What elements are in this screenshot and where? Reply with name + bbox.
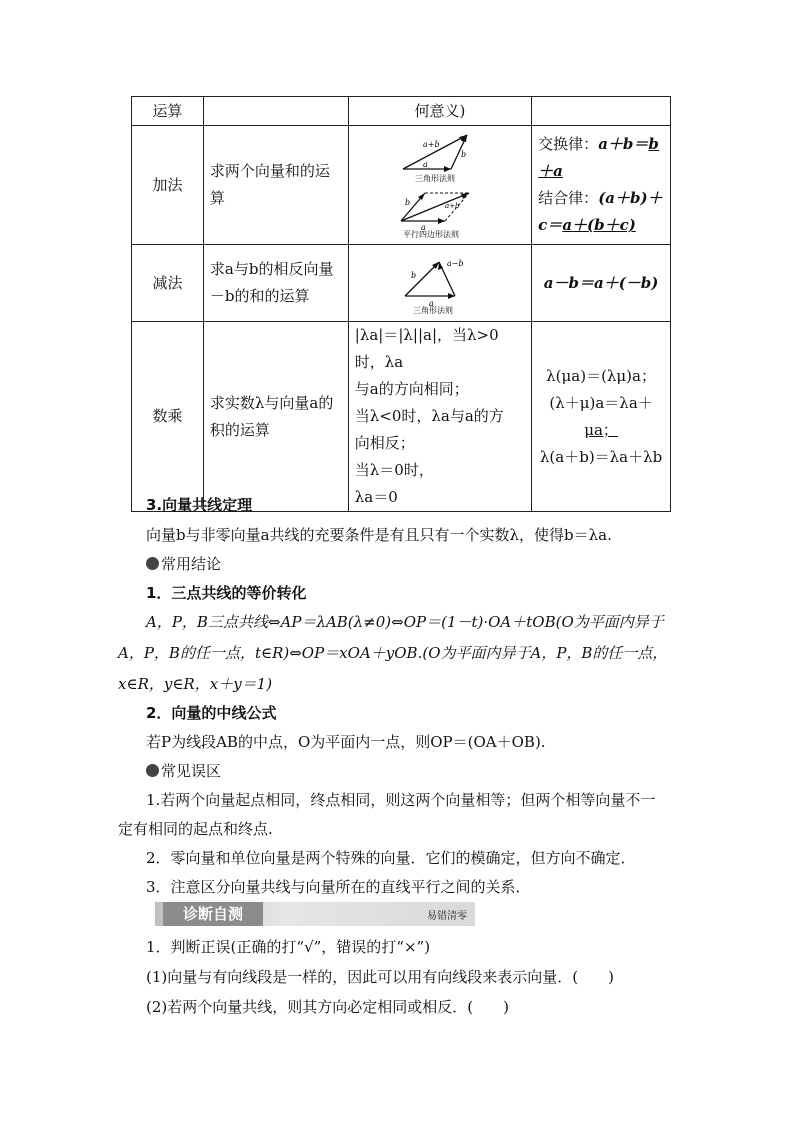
scalar-meaning [348,322,531,512]
banner-subtitle: 易错清零 [427,911,467,922]
subtraction-figure [348,245,531,322]
commutative-expr: a＋b＝ [598,135,649,153]
mistake3: 3．注意区分向量共线与向量所在的直线平行之间的关系． [146,878,531,896]
common-mistakes-heading [146,760,716,781]
diagnostic-banner [155,902,475,926]
conclusion1-line1: A，P，B三点共线⇔AP＝λAB(λ≠0)⇔OP＝(1－t)·OA＋tOB(O为平面内异于 [146,613,664,631]
question1: 1．判断正误(正确的打“√”，错误的打“×”) [146,938,431,956]
parallelogram-rule-diagram [395,183,485,239]
triangle-rule-diagram [395,131,485,183]
table-header-row [132,97,671,126]
subtraction-triangle-diagram [395,252,485,314]
svg-text:a: a [428,299,434,308]
table-row-scalar-multiplication [132,322,671,512]
section3-title: 3.向量共线定理 [146,496,253,514]
label-a-plus-b: a+b [422,140,440,149]
svg-text:a: a [420,223,426,232]
mistake2: 2．零向量和单位向量是两个特殊的向量．它们的模确定，但方向不确定． [146,849,636,867]
conclusion1-line3: x∈R，y∈R，x＋y＝1) [118,675,273,693]
meaning-line: 向相反； [354,434,415,452]
svg-text:a−b: a−b [446,259,464,268]
header-laws [532,97,671,126]
mistake1-line2: 定有相同的起点和终点. [118,820,273,838]
scalar-law: λ(a＋b)＝λa＋λb [539,447,663,466]
scalar-definition: 求实数λ与向量a的积的运算 [203,322,348,512]
scalar-label: 数乘 [132,322,204,512]
table-row-subtraction [132,245,671,322]
scalar-law: (λ＋μ)a＝λa＋ [549,393,653,412]
header-operation: 运算 [132,97,204,126]
banner-tag: 诊断自测 [163,902,263,926]
conclusion1-title: 1．三点共线的等价转化 [146,584,307,602]
question1-item1: (1)向量与有向线段是一样的，因此可以用有向线段来表示向量．( ) [146,968,614,986]
question1-item2: (2)若两个向量共线，则其方向必定相同或相反．( ) [146,998,509,1016]
scalar-law: λ(μa)＝(λμ)a； [546,366,656,385]
associative-label: 结合律： [538,189,599,207]
section3-text: 向量b与非零向量a共线的充要条件是有且只有一个实数λ，使得b＝λa. [146,526,612,544]
gear-icon [146,557,159,570]
parallelogram-rule-caption: 平行四边形法则 [402,230,459,239]
header-definition [203,97,348,126]
addition-laws [532,126,671,245]
vector-operations-table [131,96,671,512]
associative-expr: (a＋b)＋c＝ [538,189,663,234]
conclusion2-line: 若P为线段AB的中点，O为平面内一点，则OP＝(OA＋OB). [146,733,546,751]
associative-answer: a＋(b＋c) [562,216,636,234]
commutative-label: 交换律： [538,135,599,153]
commutative-answer: b＋a [538,135,659,180]
header-meaning: 何意义) [348,97,531,126]
scalar-law: μa； [584,420,618,439]
warning-icon [146,764,159,777]
svg-text:a+b: a+b [444,202,460,210]
meaning-line: 当λ<0时，λa与a的方 [354,407,504,425]
label-a: a [422,160,428,169]
addition-label: 加法 [132,126,204,245]
scalar-laws [532,322,671,512]
subtraction-law [532,245,671,322]
common-mistakes-title: 常见误区 [161,762,222,780]
subtraction-caption: 三角形法则 [412,306,453,314]
conclusion1-line2: A，P，B的任一点，t∈R)⇔OP＝xOA＋yOB.(O为平面内异于A，P，B的任一点， [118,644,668,662]
subtraction-definition: 求a与b的相反向量－b的和的运算 [203,245,348,322]
addition-figures [348,126,531,245]
subtraction-label: 减法 [132,245,204,322]
mistake1-line1: 1.若两个向量起点相同，终点相同，则这两个向量相等；但两个相等向量不一 [146,791,656,809]
svg-text:b: b [404,198,411,207]
meaning-line: λa＝0 [354,488,398,506]
meaning-line: 当λ＝0时， [354,461,434,479]
common-conclusions-title: 常用结论 [161,555,222,573]
table-row-addition [132,126,671,245]
svg-text:b: b [410,271,417,280]
triangle-rule-caption: 三角形法则 [414,174,455,183]
addition-definition: 求两个向量和的运算 [203,126,348,245]
subtraction-law-text: a－b＝a＋(－b) [543,273,659,292]
meaning-line: |λa|＝|λ||a|，当λ>0时，λa [354,326,499,371]
conclusion2-title: 2．向量的中线公式 [146,704,277,722]
common-conclusions-heading [146,553,716,574]
meaning-line: 与a的方向相同； [354,380,469,398]
label-b: b [460,150,467,159]
